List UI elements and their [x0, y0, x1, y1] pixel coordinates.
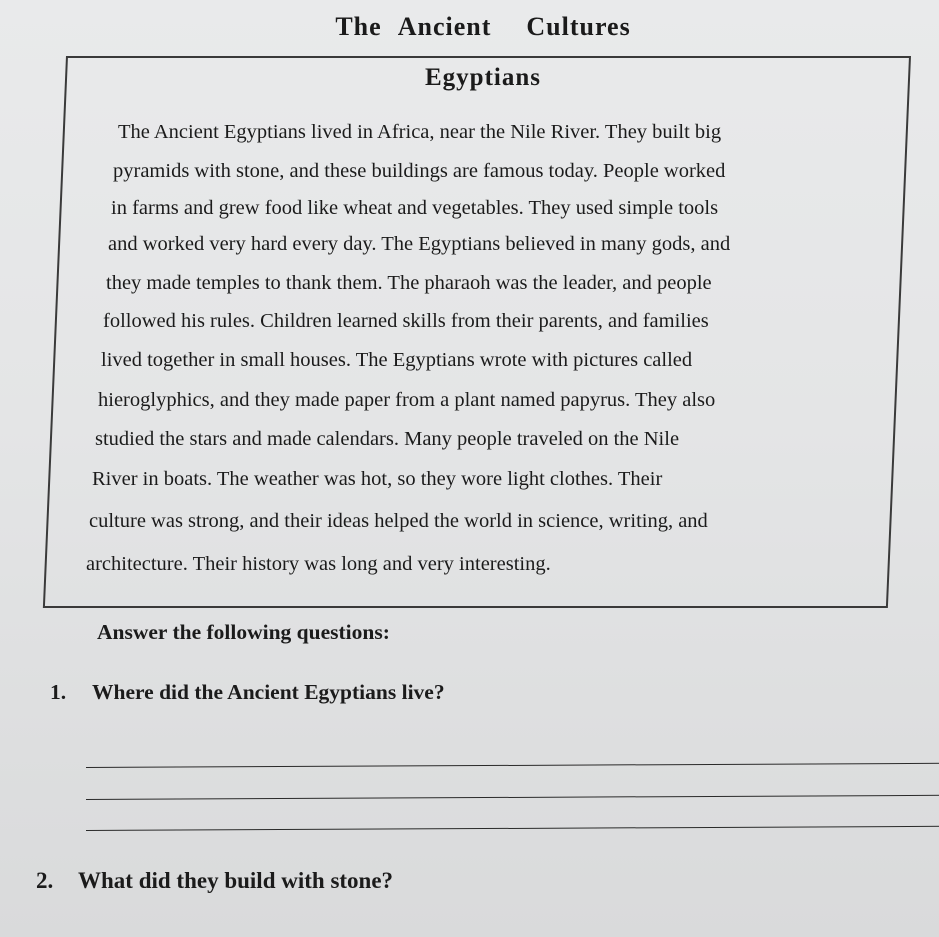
passage-line: River in boats. The weather was hot, so they wore light clothes. Their: [92, 468, 663, 490]
passage-line: and worked very hard every day. The Egyptians believed in many gods, and: [108, 233, 731, 255]
passage-line: culture was strong, and their ideas helped the world in science, writing, and: [89, 510, 708, 532]
answer-line[interactable]: [86, 795, 939, 800]
answer-line[interactable]: [86, 763, 939, 768]
passage-line: in farms and grew food like wheat and vegetables. They used simple tools: [111, 197, 719, 219]
worksheet-title: The Ancient Cultures: [335, 12, 631, 41]
passage-line: hieroglyphics, and they made paper from a plant named papyrus. They also: [98, 389, 716, 411]
passage-line: pyramids with stone, and these buildings are famous today. People worked: [113, 160, 726, 182]
question-number: 1.: [50, 680, 67, 704]
passage-line: followed his rules. Children learned skills from their parents, and families: [103, 310, 709, 332]
question-text: Where did the Ancient Egyptians live?: [92, 680, 445, 704]
passage-heading: Egyptians: [425, 64, 541, 91]
question-2: [36, 868, 393, 894]
answer-line[interactable]: [86, 826, 939, 831]
passage-line: lived together in small houses. The Egyptians wrote with pictures called: [101, 349, 693, 371]
questions-heading: Answer the following questions:: [97, 620, 390, 644]
question-number: 2.: [36, 868, 54, 893]
passage-line: they made temples to thank them. The pharaoh was the leader, and people: [106, 272, 712, 294]
question-text: What did they build with stone?: [78, 868, 394, 893]
question-1: [50, 680, 445, 705]
passage-line: architecture. Their history was long and very interesting.: [86, 553, 551, 575]
passage-line: studied the stars and made calendars. Many people traveled on the Nile: [95, 428, 680, 450]
passage-line: The Ancient Egyptians lived in Africa, near the Nile River. They built big: [118, 121, 722, 143]
